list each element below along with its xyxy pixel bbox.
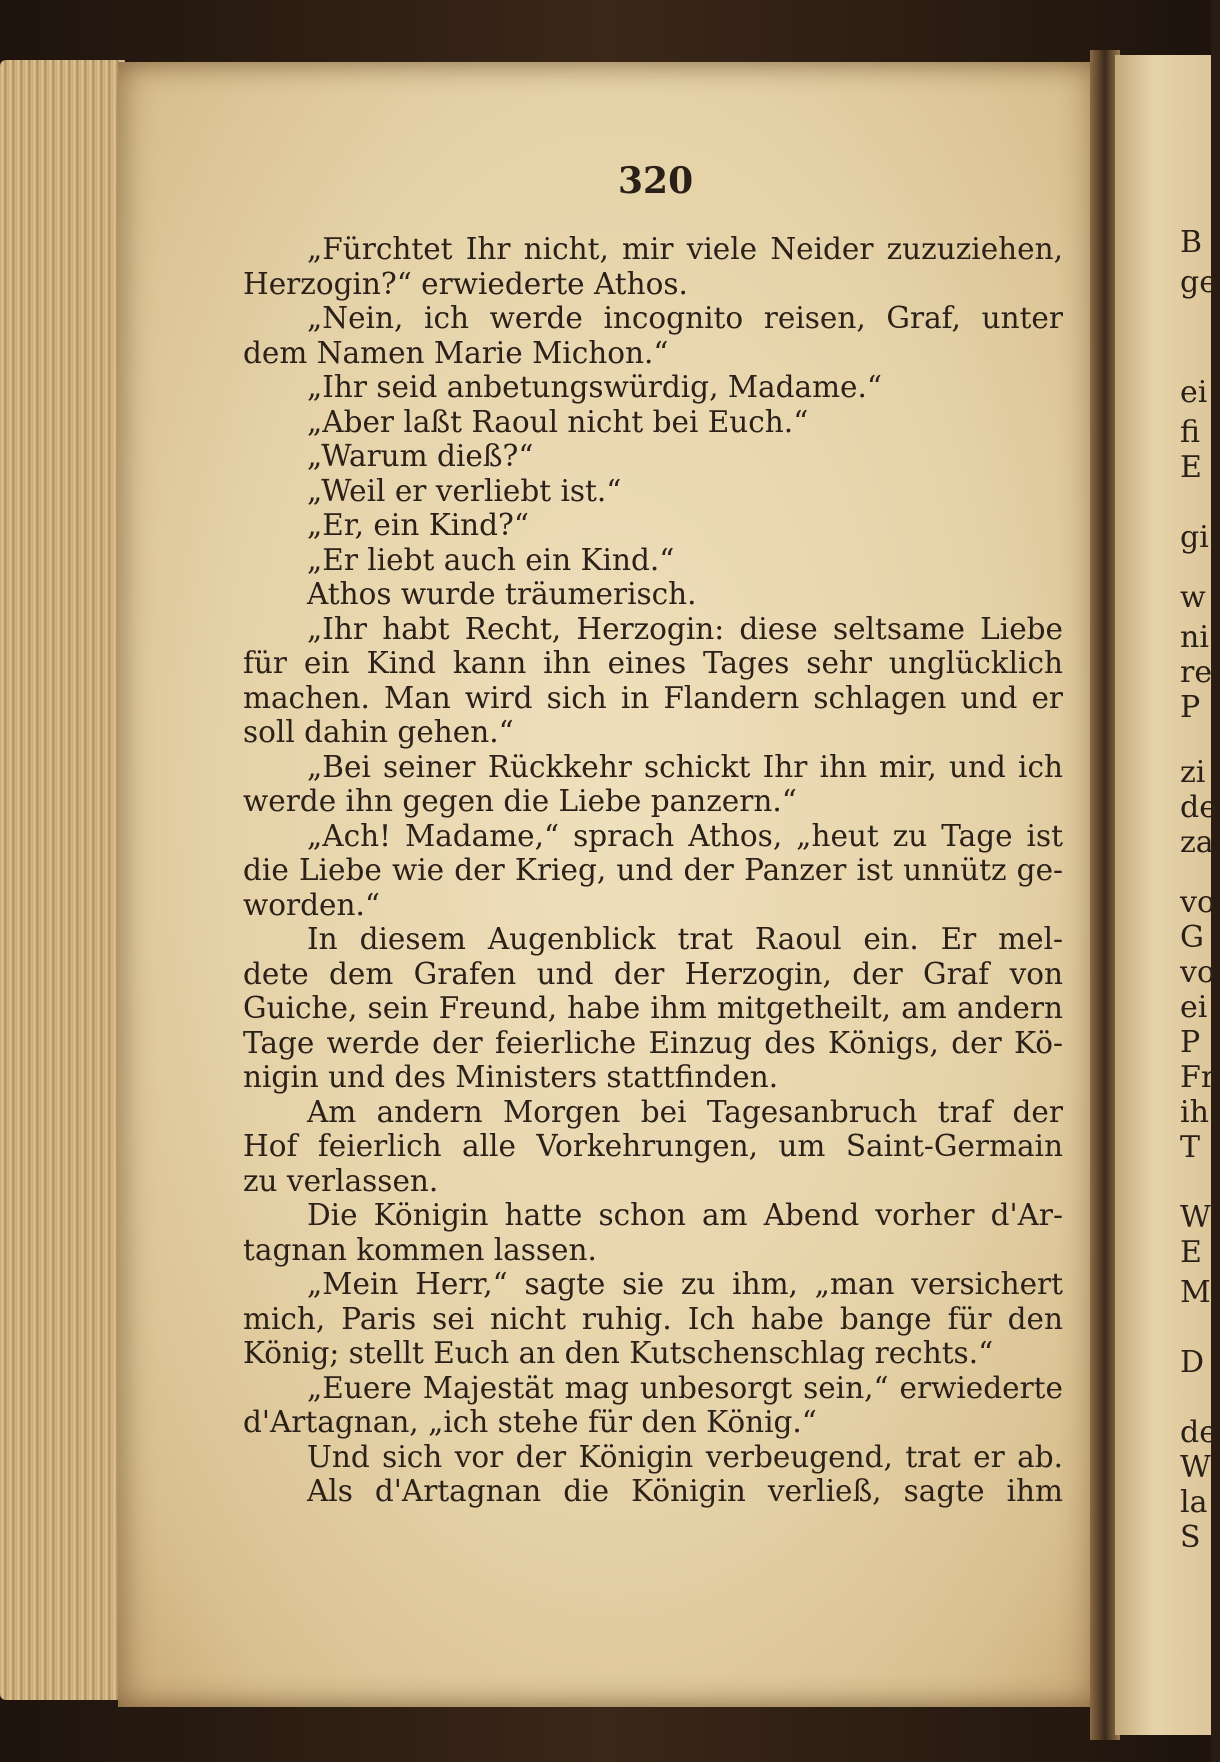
text-line: „Weil er verliebt ist.“ [307, 473, 622, 508]
text-line: tagnan kommen lassen. [243, 1232, 597, 1267]
text-line: König; stellt Euch an den Kutschenschlag rechts.“ [243, 1336, 994, 1370]
right-page-fragment: Fr [1180, 1060, 1216, 1095]
text-line: „Nein, ich werde incognito reisen, Graf, unter [307, 301, 1063, 335]
right-page-fragment: la [1180, 1485, 1208, 1520]
text-line: die Liebe wie der Krieg, und der Panzer ist unnütz ge- [243, 853, 1063, 887]
text-line: soll dahin gehen.“ [243, 715, 514, 749]
page-text [243, 232, 1063, 1509]
right-page-fragment: W [1180, 1200, 1211, 1235]
text-line: mich, Paris sei nicht ruhig. Ich habe bange für den [243, 1301, 1063, 1336]
text-line: Und sich vor der Königin verbeugend, trat er ab. [307, 1439, 1063, 1474]
right-page-fragment: fi [1180, 415, 1201, 450]
right-page-fragment: M [1180, 1275, 1211, 1310]
text-line: für ein Kind kann ihn eines Tages sehr unglücklich [243, 646, 1063, 680]
text-line: „Er, ein Kind?“ [307, 508, 529, 542]
right-page-fragment: B [1180, 225, 1203, 260]
text-line: worden.“ [243, 887, 380, 922]
right-page-fragment: W [1180, 1450, 1211, 1485]
right-page-fragment: vo [1180, 955, 1216, 990]
page-edges [0, 60, 125, 1700]
text-line: In diesem Augenblick trat Raoul ein. Er mel- [307, 922, 1063, 956]
right-page-fragment: P [1180, 1025, 1201, 1060]
right-page-fragment: w [1180, 580, 1206, 615]
text-line: „Ach! Madame,“ sprach Athos, „heut zu Tage ist [307, 818, 1063, 853]
text-line: „Warum dieß?“ [307, 439, 534, 473]
right-page-fragment: ge [1180, 265, 1217, 300]
text-line: dem Namen Marie Michon.“ [243, 335, 669, 370]
text-line: nigin und des Ministers stattfinden. [243, 1060, 779, 1094]
right-page-fragment: vo [1180, 885, 1216, 920]
text-line: „Bei seiner Rückkehr schickt Ihr ihn mir, und ich [307, 749, 1063, 784]
text-line: „Fürchtet Ihr nicht, mir viele Neider zuzuziehen, [307, 232, 1063, 266]
text-line: machen. Man wird sich in Flandern schlagen und er [243, 680, 1063, 715]
text-line: Herzogin?“ erwiederte Athos. [243, 266, 688, 301]
text-line: „Euere Majestät mag unbesorgt sein,“ erwiederte [307, 1370, 1063, 1405]
right-page-fragment: E [1180, 1235, 1202, 1270]
text-line: „Aber laßt Raoul nicht bei Euch.“ [307, 404, 809, 439]
right-page-fragment: zi [1180, 755, 1206, 790]
text-line: „Ihr seid anbetungswürdig, Madame.“ [307, 370, 882, 404]
right-page-fragment: T [1180, 1130, 1201, 1165]
right-page-fragment: ei [1180, 375, 1208, 410]
right-page-fragment: E [1180, 450, 1202, 485]
right-page-fragment: gi [1180, 520, 1209, 555]
text-line: „Mein Herr,“ sagte sie zu ihm, „man versichert [307, 1267, 1063, 1301]
right-page-fragment: de [1180, 790, 1217, 825]
right-page-fragment: G [1180, 920, 1204, 955]
right-page-fragment: za [1180, 825, 1214, 860]
text-line: Athos wurde träumerisch. [307, 577, 697, 611]
right-page-fragment: P [1180, 690, 1201, 725]
text-line: „Ihr habt Recht, Herzogin: diese seltsame Liebe [307, 611, 1063, 646]
page-number: 320 [618, 160, 694, 202]
right-page-fragment: de [1180, 1415, 1217, 1450]
text-line: Die Königin hatte schon am Abend vorher d'Ar- [307, 1198, 1063, 1232]
right-page-fragment: re [1180, 655, 1213, 690]
right-page-fragment: ei [1180, 990, 1208, 1025]
text-line: Hof feierlich alle Vorkehrungen, um Saint-Germain [243, 1129, 1063, 1163]
text-line: d'Artagnan, „ich stehe für den König.“ [243, 1405, 817, 1439]
right-page-fragment: D [1180, 1345, 1205, 1380]
right-page-fragment: ih [1180, 1095, 1209, 1130]
text-line: zu verlassen. [243, 1163, 439, 1198]
text-line: werde ihn gegen die Liebe panzern.“ [243, 784, 797, 818]
text-line: Am andern Morgen bei Tagesanbruch traf der [307, 1094, 1063, 1129]
text-line: Guiche, sein Freund, habe ihm mitgetheilt, am andern [243, 991, 1063, 1025]
right-page-fragments [1180, 0, 1220, 1762]
text-line: Als d'Artagnan die Königin verließ, sagte ihm [307, 1474, 1063, 1508]
text-line: Tage werde der feierliche Einzug des Königs, der Kö- [243, 1025, 1063, 1060]
text-line: „Er liebt auch ein Kind.“ [307, 542, 675, 577]
right-page-fragment: S [1180, 1520, 1201, 1555]
right-page-fragment: ni [1180, 620, 1209, 655]
text-line: dete dem Grafen und der Herzogin, der Graf von [243, 956, 1063, 991]
